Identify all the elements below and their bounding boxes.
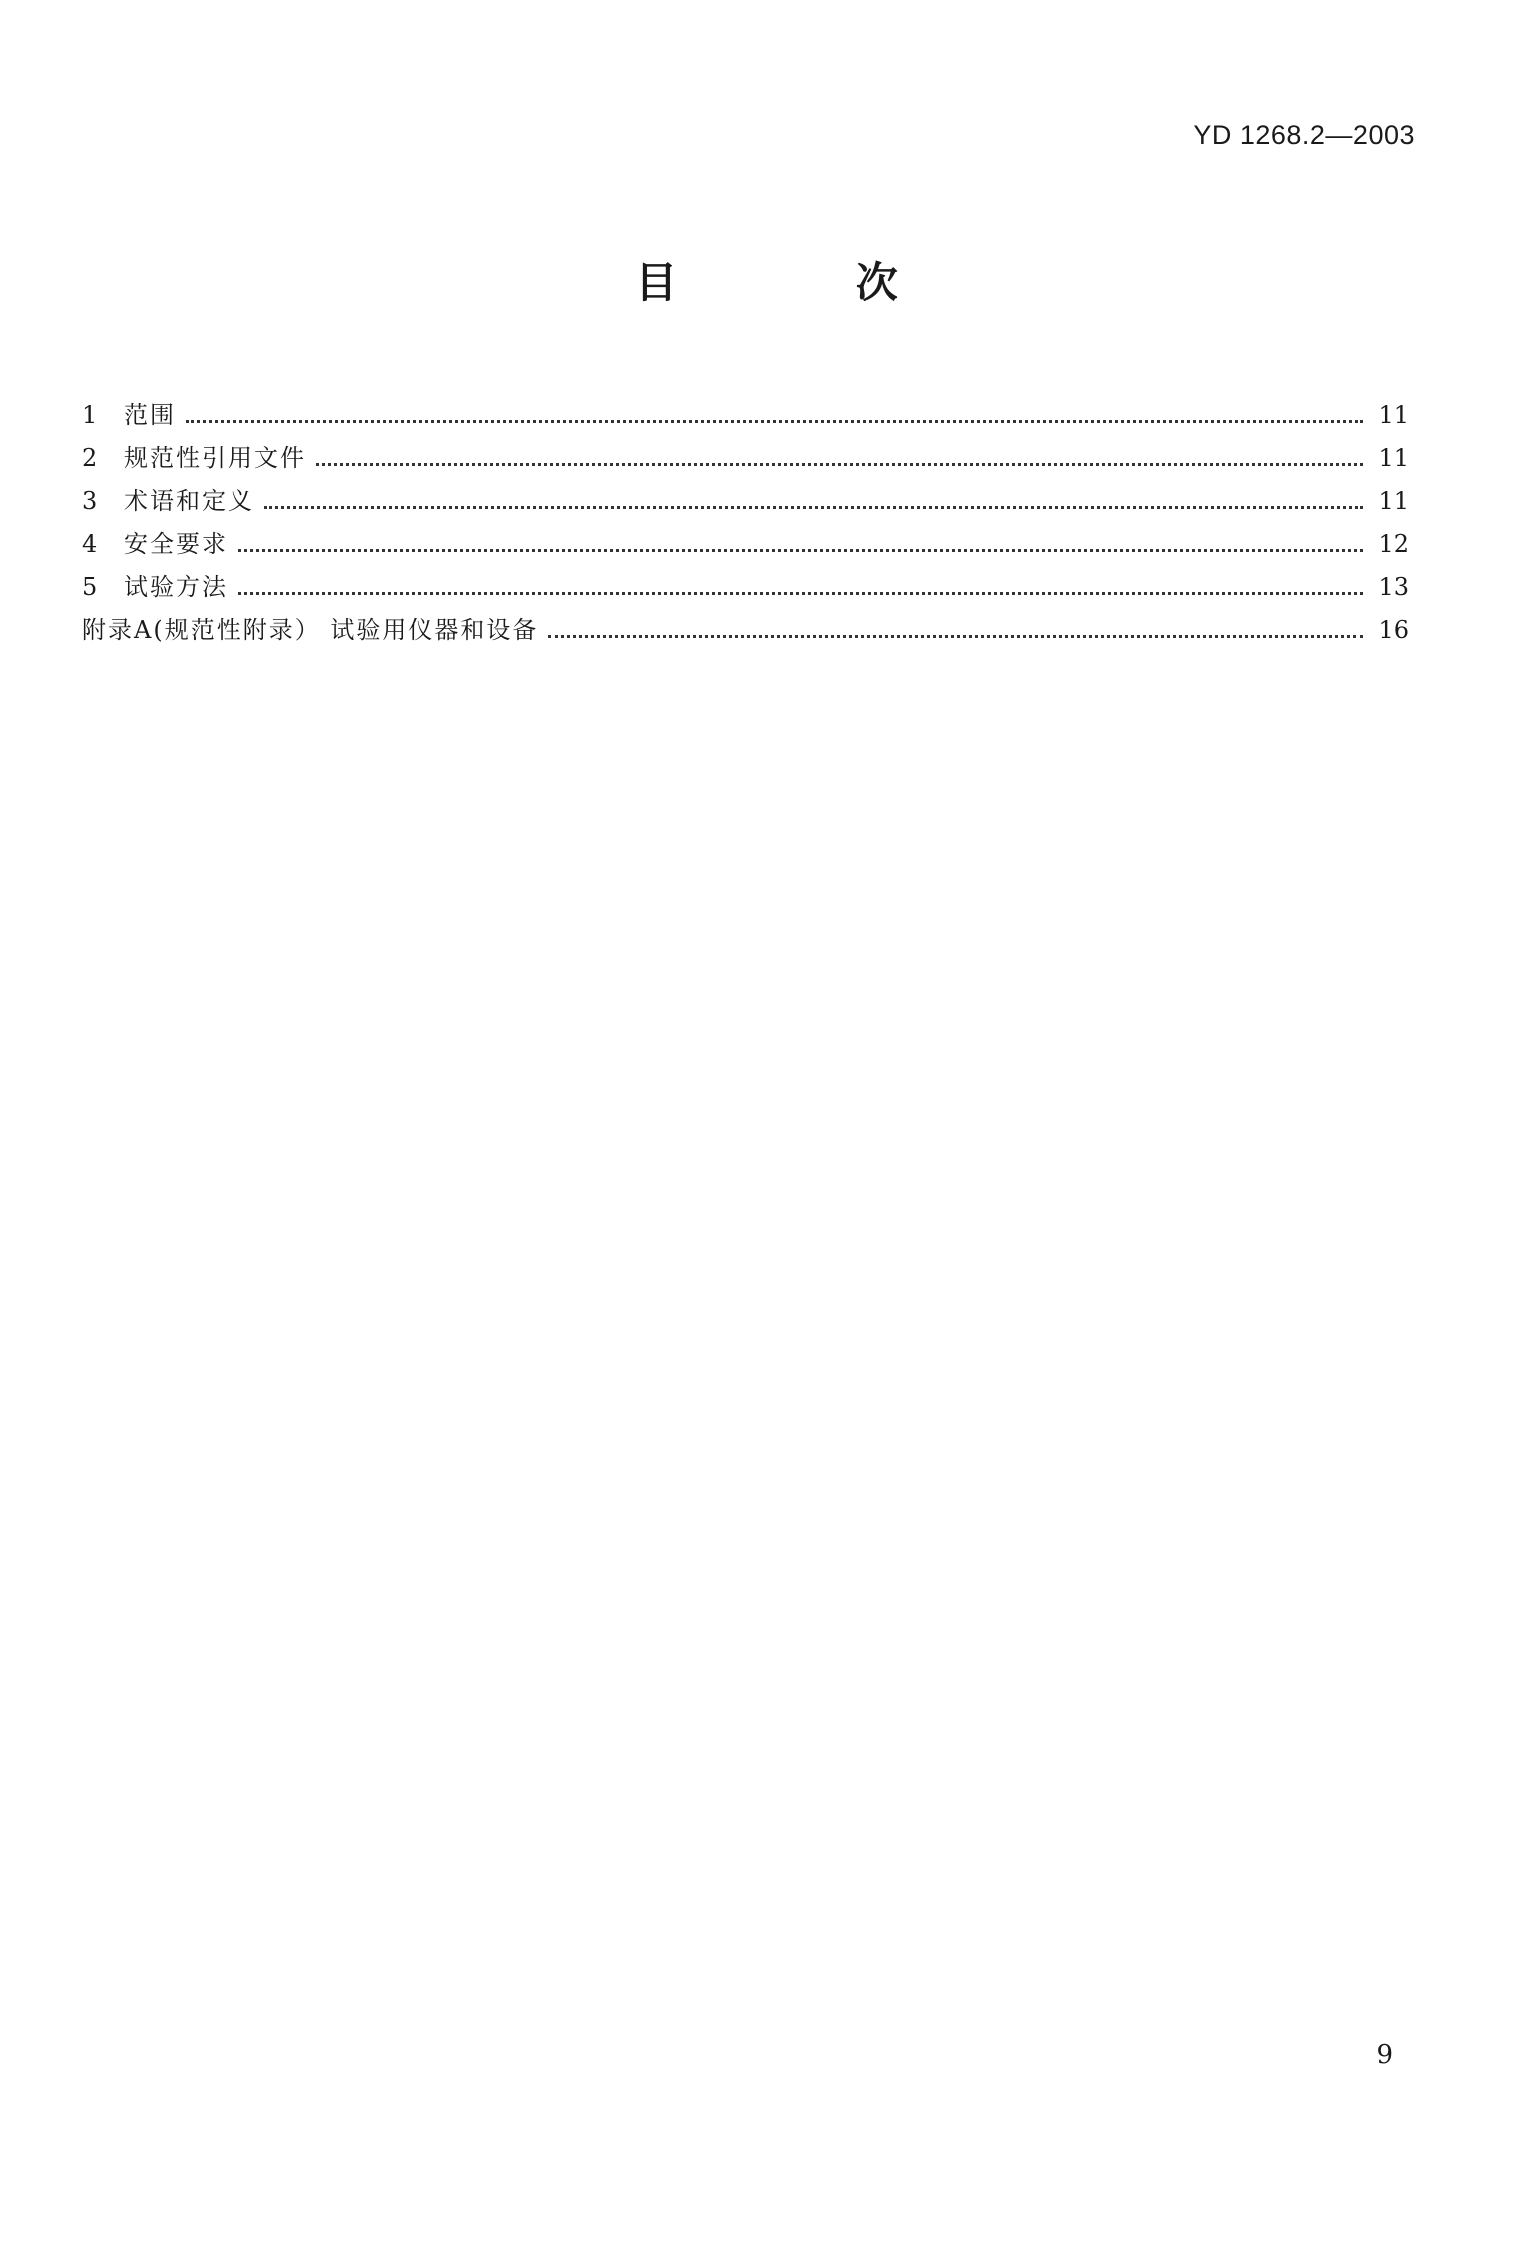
toc-entry-number: 3 — [82, 487, 98, 515]
toc-entry-scope[interactable] — [82, 395, 1409, 438]
toc-leader-dots — [316, 463, 1363, 466]
toc-entry-number: 2 — [82, 444, 98, 472]
toc-leader-dots — [238, 549, 1363, 552]
table-of-contents — [82, 395, 1409, 653]
page-number: 9 — [1376, 2040, 1393, 2070]
toc-entry-label: 试验方法 — [124, 573, 228, 601]
toc-entry-label: 附录A(规范性附录） 试验用仪器和设备 — [82, 616, 539, 644]
toc-entry-test-methods[interactable] — [82, 567, 1409, 610]
toc-entry-terms-definitions[interactable] — [82, 481, 1409, 524]
toc-entry-page: 11 — [1378, 444, 1409, 472]
toc-entry-label: 规范性引用文件 — [124, 444, 306, 472]
toc-entry-safety-requirements[interactable] — [82, 524, 1409, 567]
toc-entry-page: 11 — [1378, 401, 1409, 429]
toc-entry-annex-a[interactable] — [82, 610, 1409, 653]
toc-entry-label: 术语和定义 — [124, 487, 254, 515]
toc-entry-number: 4 — [82, 530, 98, 558]
toc-entry-page: 13 — [1378, 573, 1409, 601]
page-title: 目 次 — [635, 258, 980, 307]
toc-leader-dots — [186, 420, 1363, 423]
toc-leader-dots — [548, 635, 1363, 638]
toc-leader-dots — [264, 506, 1363, 509]
toc-entry-number: 1 — [82, 401, 98, 429]
toc-entry-page: 16 — [1378, 616, 1409, 644]
toc-leader-dots — [238, 592, 1363, 595]
toc-entry-label: 安全要求 — [124, 530, 228, 558]
toc-entry-label: 范围 — [124, 401, 176, 429]
document-number: YD 1268.2—2003 — [1193, 120, 1415, 150]
toc-entry-page: 11 — [1378, 487, 1409, 515]
toc-entry-number: 5 — [82, 573, 98, 601]
toc-entry-normative-references[interactable] — [82, 438, 1409, 481]
toc-entry-page: 12 — [1378, 530, 1409, 558]
